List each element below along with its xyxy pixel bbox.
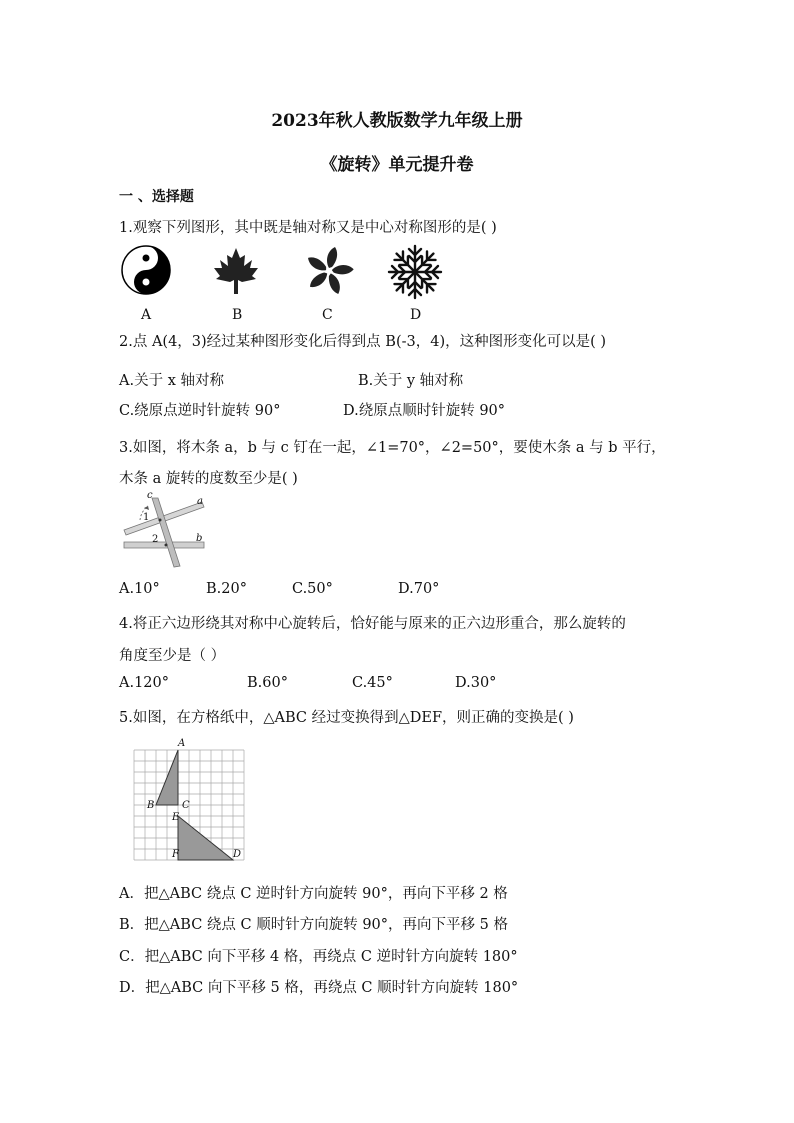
q4-option-b: B.60°	[247, 675, 288, 691]
q3-label-c: c	[147, 490, 153, 501]
q5-option-c: C．把△ABC 向下平移 4 格，再绕点 C 逆时针方向旋转 180°	[119, 949, 518, 965]
q4-option-a: A.120°	[119, 675, 170, 691]
q3-label-b: b	[196, 533, 203, 544]
question-2-stem: 2.点 A(4，3)经过某种图形变化后得到点 B(-3，4)，这种图形变化可以是( )	[119, 334, 607, 350]
q2-option-b: B.关于 y 轴对称	[358, 373, 464, 389]
question-4-stem-line1: 4.将正六边形绕其对称中心旋转后，恰好能与原来的正六边形重合，那么旋转的	[119, 616, 626, 632]
question-3-stem-line2: 木条 a 旋转的度数至少是( )	[119, 471, 298, 487]
yin-yang-icon	[120, 244, 172, 296]
q1-label-b: B	[232, 307, 243, 323]
page-subtitle: 《旋转》单元提升卷	[320, 155, 474, 175]
question-1-stem: 1.观察下列图形，其中既是轴对称又是中心对称图形的是( )	[119, 220, 497, 236]
q2-option-d: D.绕原点顺时针旋转 90°	[343, 403, 506, 419]
q5-option-b: B．把△ABC 绕点 C 顺时针方向旋转 90°，再向下平移 5 格	[119, 917, 508, 933]
q4-option-c: C.45°	[352, 675, 393, 691]
q3-option-b: B.20°	[206, 581, 247, 597]
q3-label-a: a	[197, 496, 203, 507]
q5-label-F: F	[172, 849, 179, 860]
q5-label-A: A	[178, 738, 186, 749]
q3-option-d: D.70°	[398, 581, 440, 597]
page-title: 2023年秋人教版数学九年级上册	[271, 111, 523, 131]
q4-option-d: D.30°	[455, 675, 497, 691]
q2-option-c: C.绕原点逆时针旋转 90°	[119, 403, 281, 419]
q3-option-a: A.10°	[119, 581, 160, 597]
q3-option-c: C.50°	[292, 581, 333, 597]
pinwheel-flower-icon	[302, 244, 356, 298]
q5-option-d: D．把△ABC 向下平移 5 格，再绕点 C 顺时针方向旋转 180°	[119, 980, 519, 996]
q5-option-a: A．把△ABC 绕点 C 逆时针方向旋转 90°，再向下平移 2 格	[119, 886, 508, 902]
q3-label-angle2: 2	[152, 534, 159, 545]
question-3-stem-line1: 3.如图，将木条 a，b 与 c 钉在一起，∠1=70°，∠2=50°，要使木条 a 与 b 平行，	[119, 440, 666, 456]
snowflake-icon	[386, 243, 444, 301]
q5-label-E: E	[172, 812, 180, 823]
q1-label-a: A	[141, 307, 152, 323]
q5-label-D: D	[233, 849, 242, 860]
q1-label-d: D	[410, 307, 422, 323]
q2-option-a: A.关于 x 轴对称	[119, 373, 224, 389]
maple-leaf-icon	[212, 246, 260, 296]
q1-label-c: C	[322, 307, 333, 323]
q5-label-B: B	[147, 800, 155, 811]
question-4-stem-line2: 角度至少是（ ）	[119, 648, 226, 664]
section-heading: 一 、选择题	[119, 189, 194, 205]
q3-label-angle1: 1	[143, 512, 150, 523]
q5-label-C: C	[182, 800, 190, 811]
question-5-stem: 5.如图，在方格纸中，△ABC 经过变换得到△DEF，则正确的变换是( )	[119, 710, 574, 726]
